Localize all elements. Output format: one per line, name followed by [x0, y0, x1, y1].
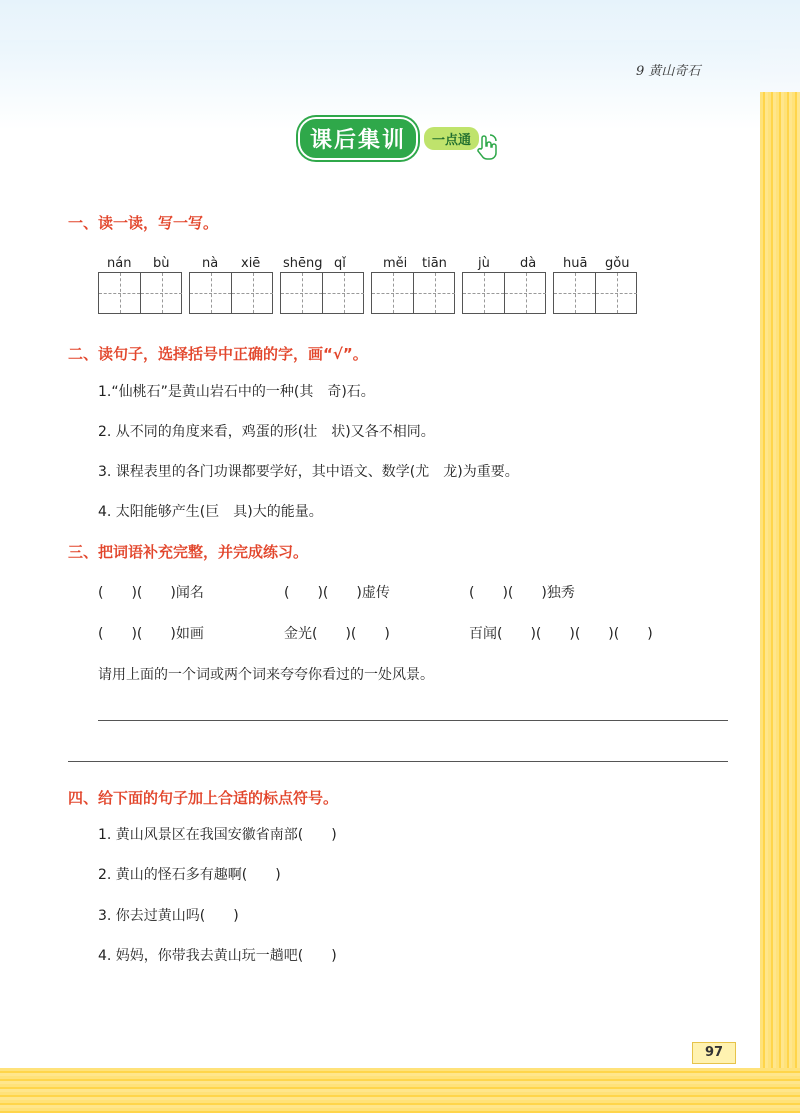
writing-prompt: 请用上面的一个词或两个词来夸夸你看过的一处风景。 — [98, 667, 434, 683]
pinyin: shēng — [283, 256, 323, 271]
pinyin: xiē — [241, 256, 261, 271]
pointing-hand-icon — [476, 134, 498, 160]
question-item: 3. 课程表里的各门功课都要学好，其中语文、数学(尤 龙)为重要。 — [98, 464, 519, 480]
punctuation-item: 4. 妈妈，你带我去黄山玩一趟吧( ) — [98, 948, 337, 964]
page-stack-bottom — [0, 1068, 800, 1113]
question-item: 1.“仙桃石”是黄山岩石中的一种(其 奇)石。 — [98, 384, 375, 400]
writing-box[interactable] — [553, 272, 637, 314]
page-number: 97 — [692, 1042, 736, 1064]
punctuation-item: 3. 你去过黄山吗( ) — [98, 908, 239, 924]
writing-box[interactable] — [280, 272, 364, 314]
pinyin: bù — [153, 256, 170, 271]
fill-blank-item: 金光( )( ) — [284, 626, 390, 642]
writing-box[interactable] — [371, 272, 455, 314]
banner-subtitle: 一点通 — [424, 127, 479, 150]
section-banner — [298, 118, 479, 158]
answer-line[interactable] — [68, 761, 728, 762]
fill-blank-item: ( )( )独秀 — [469, 585, 575, 601]
fill-blank-item: 百闻( )( )( )( ) — [469, 626, 653, 642]
question-item: 4. 太阳能够产生(巨 具)大的能量。 — [98, 504, 323, 520]
banner-title: 课后集训 — [298, 117, 418, 160]
pinyin: qǐ — [334, 256, 346, 271]
fill-blank-item: ( )( )如画 — [98, 626, 204, 642]
running-head: 9 黄山奇石 — [636, 64, 701, 79]
section4-title: 四、给下面的句子加上合适的标点符号。 — [68, 789, 339, 807]
answer-line[interactable] — [98, 720, 728, 721]
pinyin: jù — [478, 256, 490, 271]
punctuation-item: 1. 黄山风景区在我国安徽省南部( ) — [98, 827, 337, 843]
question-item: 2. 从不同的角度来看，鸡蛋的形(壮 状)又各不相同。 — [98, 424, 435, 440]
section2-title: 二、读句子，选择括号中正确的字，画“√”。 — [68, 345, 368, 363]
pinyin: tiān — [422, 256, 447, 271]
section1-title: 一、读一读，写一写。 — [68, 214, 219, 232]
writing-box[interactable] — [98, 272, 182, 314]
section3-title: 三、把词语补充完整，并完成练习。 — [68, 543, 309, 561]
writing-box[interactable] — [462, 272, 546, 314]
pinyin: gǒu — [605, 256, 630, 271]
fill-blank-item: ( )( )闻名 — [98, 585, 204, 601]
pinyin: nà — [202, 256, 219, 271]
pinyin: měi — [383, 256, 408, 271]
pinyin: nán — [107, 256, 132, 271]
writing-box[interactable] — [189, 272, 273, 314]
pinyin: huā — [563, 256, 588, 271]
pinyin: dà — [520, 256, 537, 271]
punctuation-item: 2. 黄山的怪石多有趣啊( ) — [98, 867, 281, 883]
fill-blank-item: ( )( )虚传 — [284, 585, 390, 601]
